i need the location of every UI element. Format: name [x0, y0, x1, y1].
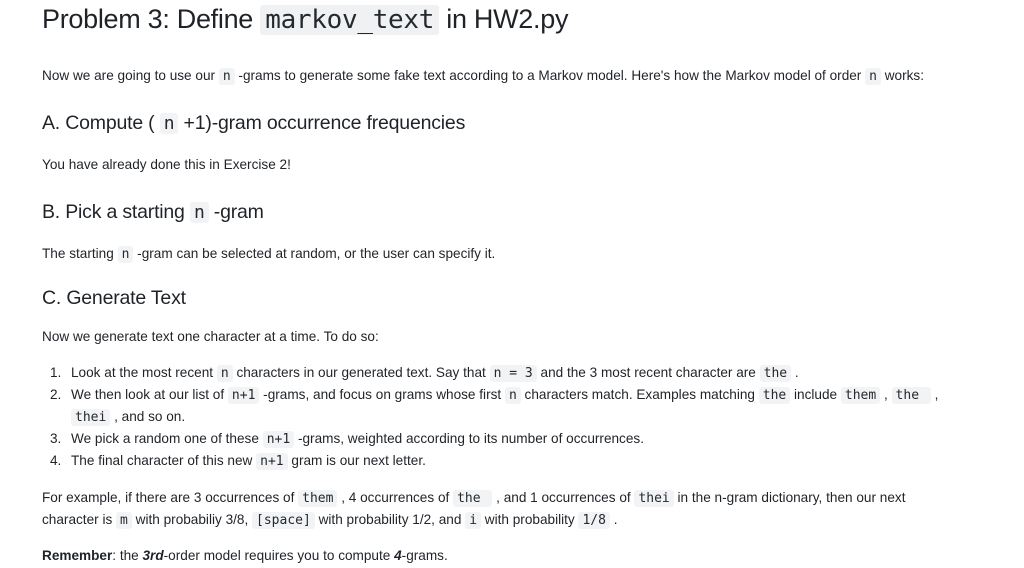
- example-paragraph-line2: character is m with probabiliy 3/8, [space] with probability 1/2, and i with probability 1/8 .: [42, 512, 618, 528]
- page-title: [42, 4, 568, 35]
- remember-note: Remember: the 3rd-order model requires you to compute 4-grams.: [42, 548, 448, 563]
- section-a-body: You have already done this in Exercise 2!: [42, 157, 291, 172]
- intro-paragraph: Now we are going to use our n -grams to generate some fake text according to a Markov model. Here's how the Markov model of order n works:: [42, 68, 925, 84]
- list-item-continuation: thei , and so on.: [71, 406, 185, 429]
- section-b-body: The starting n -gram can be selected at random, or the user can specify it.: [42, 246, 496, 262]
- title-text: Problem 3: Define: [42, 4, 261, 34]
- section-c-heading: C. Generate Text: [42, 287, 186, 309]
- title-text-end: in HW2.py: [439, 4, 569, 34]
- example-paragraph-line1: For example, if there are 3 occurrences of them , 4 occurrences of the , and 1 occurrences of thei in the n-gram dictionary, then our next: [42, 490, 906, 506]
- list-item: 2. We then look at our list of n+1 -grams, and focus on grams whose first n characters match. Examples matching the include them , the ,: [50, 387, 939, 403]
- list-item: 1. Look at the most recent n characters in our generated text. Say that n = 3 and the 3 most recent character are the .: [50, 365, 799, 381]
- title-code: markov_text: [260, 5, 439, 35]
- list-item: 4. The final character of this new n+1 gram is our next letter.: [50, 453, 426, 469]
- section-b-heading: B. Pick a starting n -gram: [42, 201, 264, 223]
- section-c-body: Now we generate text one character at a time. To do so:: [42, 329, 379, 344]
- section-a-heading: A. Compute ( n +1)-gram occurrence frequencies: [42, 112, 466, 134]
- list-item: 3. We pick a random one of these n+1 -grams, weighted according to its number of occurrences.: [50, 431, 644, 447]
